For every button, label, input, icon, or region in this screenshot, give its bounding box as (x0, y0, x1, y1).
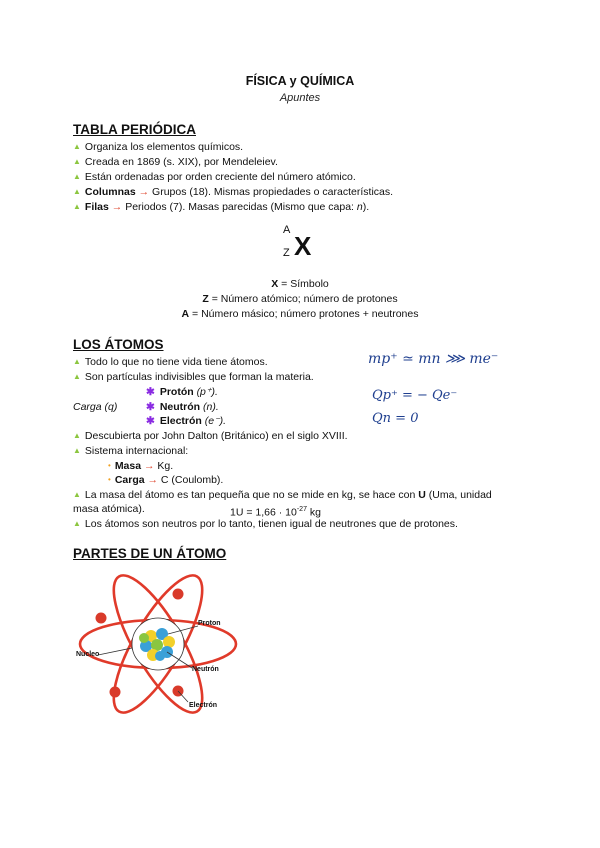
si-item: • Carga → C (Coulomb). (108, 474, 224, 486)
handwritten-note: mp⁺ ≃ mn ⋙ me⁻ (368, 351, 499, 367)
label-electron: Electrón (189, 702, 218, 709)
star-icon: ✱ (146, 401, 155, 413)
mass-unit-equation: $1U = 1,66 \cdot 10^{-27}$ kg (230, 506, 321, 519)
list-item: ▲ Descubierta por John Dalton (Británico) en el siglo XVIII. (73, 430, 348, 442)
label-proton: Proton (198, 620, 221, 627)
arrow-icon: → (147, 474, 158, 486)
bullet-icon: ▲ (73, 490, 81, 499)
list-item: ▲ La masa del átomo es tan pequeña que no se mide en kg, se hace con U (Uma, unidad (73, 489, 492, 501)
electron (96, 613, 107, 624)
list-item: ▲ Están ordenadas por orden creciente del número atómico. (73, 171, 356, 183)
bullet-icon: ▲ (73, 172, 81, 181)
bullet-icon: ▲ (73, 372, 81, 381)
bullet-icon: ▲ (73, 446, 81, 455)
particle-item: ✱ Neutrón (n). (146, 401, 219, 413)
bullet-icon: ▲ (73, 142, 81, 151)
element-symbol: X (294, 231, 312, 261)
arrow-icon: → (144, 460, 155, 472)
si-item: • Masa → Kg. (108, 460, 174, 472)
charge-label: Carga (q) (73, 401, 118, 413)
legend-line: A = Número másico; número protones + neutrones (181, 308, 419, 320)
particle-item: ✱ Electrón (e⁻). (146, 415, 227, 427)
arrow-icon: → (138, 186, 150, 198)
list-item: ▲ Todo lo que no tiene vida tiene átomos. (73, 356, 268, 368)
arrow-icon: → (111, 201, 123, 213)
list-item: ▲ Creada en 1869 (s. XIX), por Mendeleiev. (73, 156, 278, 168)
handwritten-note: Qn = 0 (372, 411, 419, 426)
list-item: ▲ Los átomos son neutros por lo tanto, tienen igual de neutrones que de protones. (73, 518, 458, 530)
list-item: ▲ Sistema internacional: (73, 445, 189, 457)
legend-line: Z = Número atómico; número de protones (202, 293, 398, 305)
bullet-icon: • (108, 461, 111, 470)
star-icon: ✱ (146, 386, 155, 398)
page-subtitle: Apuntes (279, 92, 321, 104)
atomic-number-symbol: Z (283, 247, 290, 259)
electron (110, 687, 121, 698)
electron (173, 589, 184, 600)
list-item: ▲ Organiza los elementos químicos. (73, 141, 244, 153)
bullet-icon: ▲ (73, 431, 81, 440)
label-nucleo: Nucleo (76, 651, 100, 658)
list-item: ▲ Son partículas indivisibles que forman la materia. (73, 371, 314, 383)
handwritten-note: Qp⁺ = − Qe⁻ (372, 388, 458, 403)
star-icon: ✱ (146, 415, 155, 427)
section-heading-partes: PARTES DE UN ÁTOMO (73, 546, 227, 561)
bullet-icon: ▲ (73, 202, 81, 211)
bullet-icon: ▲ (73, 157, 81, 166)
atom-diagram (68, 562, 248, 722)
section-heading-tabla: TABLA PERIÓDICA (73, 122, 196, 137)
legend-line: X = Símbolo (271, 278, 329, 290)
list-item: ▲ Columnas → Grupos (18). Mismas propiedades o características. (73, 186, 394, 198)
particle-item: ✱ Protón (p⁺). (146, 386, 218, 398)
page-title: FÍSICA y QUÍMICA (245, 74, 355, 88)
list-item: ▲ Filas → Periodos (7). Masas parecidas (Mismo que capa: n). (73, 201, 370, 213)
bullet-icon: ▲ (73, 187, 81, 196)
bullet-icon: ▲ (73, 357, 81, 366)
mass-number-symbol: A (283, 224, 291, 236)
bullet-icon: ▲ (73, 519, 81, 528)
list-item-continuation: masa atómica). (73, 503, 145, 515)
section-heading-atomos: LOS ÁTOMOS (73, 337, 164, 352)
bullet-icon: • (108, 475, 111, 484)
label-neutron: Neutrón (192, 666, 219, 673)
